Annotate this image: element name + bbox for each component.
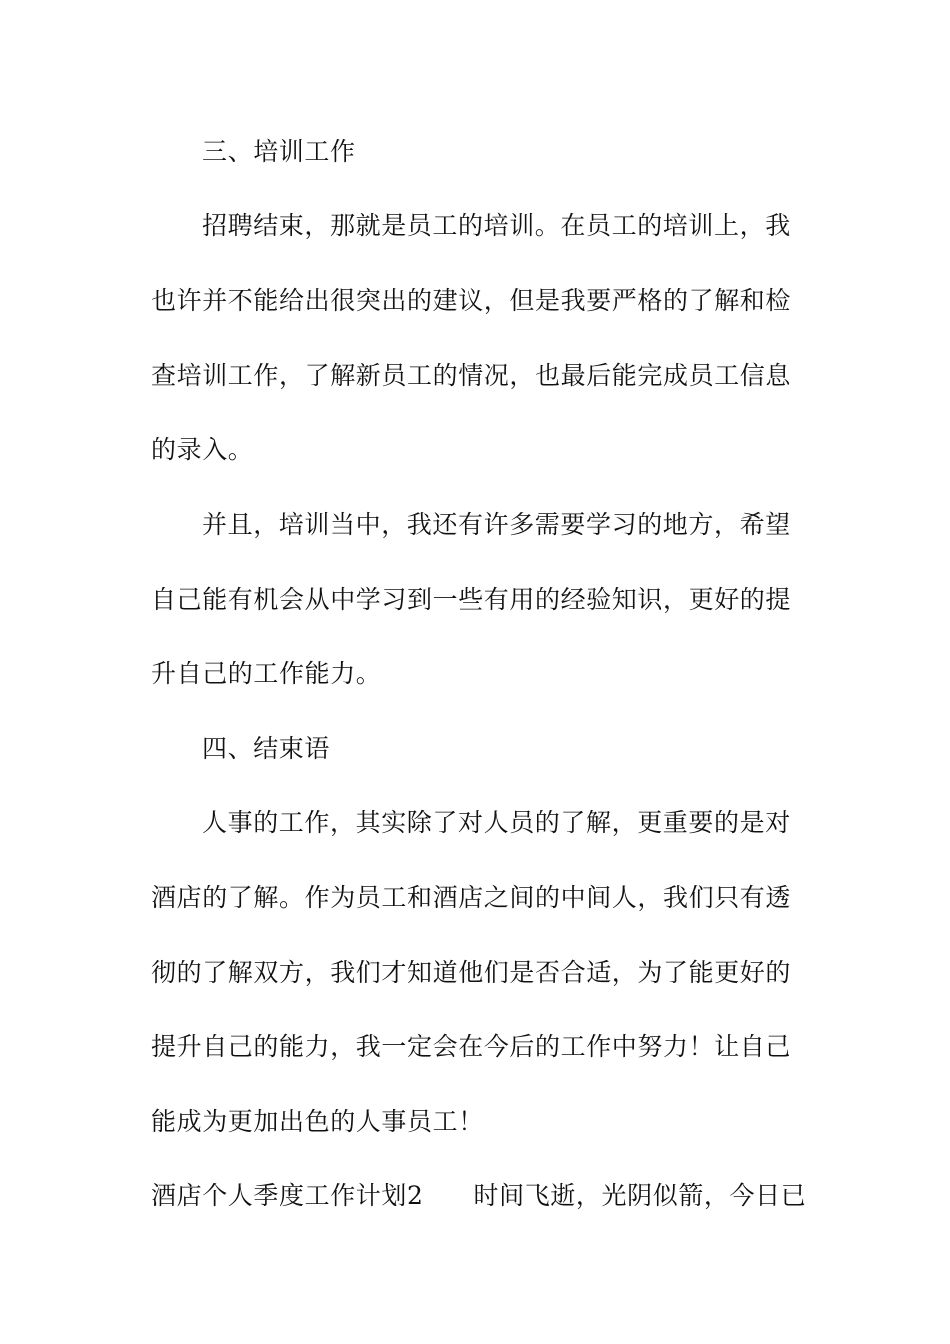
paragraph-line: 升自己的工作能力。	[151, 659, 382, 688]
plan-title: 酒店个人季度工作计划2	[151, 1181, 424, 1210]
paragraph-line: 查培训工作，了解新员工的情况，也最后能完成员工信息	[151, 361, 792, 390]
paragraph-line: 提升自己的能力，我一定会在今后的工作中努力！让自己	[151, 1032, 792, 1061]
paragraph-line: 也许并不能给出很突出的建议，但是我要严格的了解和检	[151, 286, 792, 315]
paragraph-line: 的录入。	[151, 435, 254, 464]
paragraph-line: 自己能有机会从中学习到一些有用的经验知识，更好的提	[151, 585, 792, 614]
paragraph-line: 彻的了解双方，我们才知道他们是否合适，为了能更好的	[151, 958, 792, 987]
section-heading-conclusion: 四、结束语	[202, 734, 331, 763]
paragraph-line: 能成为更加出色的人事员工！	[151, 1107, 484, 1136]
section-heading-training: 三、培训工作	[202, 137, 356, 166]
plan-intro-text: 时间飞逝，光阴似箭，今日已	[473, 1181, 807, 1210]
paragraph-line: 酒店的了解。作为员工和酒店之间的中间人，我们只有透	[151, 883, 792, 912]
paragraph-line: 并且，培训当中，我还有许多需要学习的地方，希望	[202, 510, 791, 539]
paragraph-line: 人事的工作，其实除了对人员的了解，更重要的是对	[202, 808, 791, 837]
final-line	[151, 1181, 806, 1211]
paragraph-line: 招聘结束，那就是员工的培训。在员工的培训上，我	[202, 211, 791, 240]
